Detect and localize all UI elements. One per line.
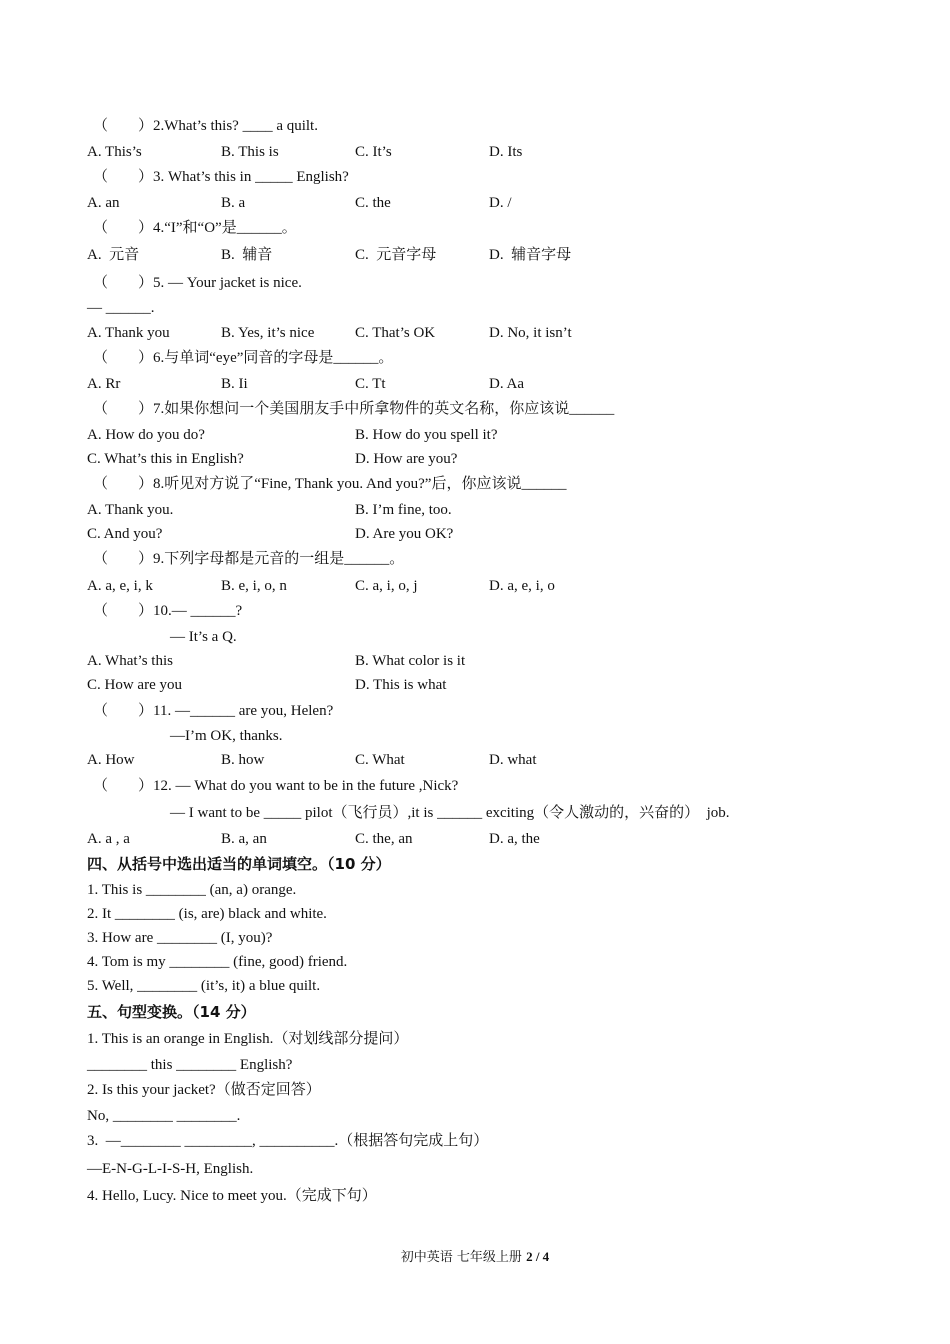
- option-c: C. That’s OK: [355, 325, 436, 341]
- fill-item: 5. Well, ________ (it’s, it) a blue quilt.: [87, 978, 321, 994]
- option-d: D. How are you?: [355, 451, 458, 467]
- option-c: C. 元音字母: [355, 247, 437, 263]
- option-a: A. How: [87, 752, 135, 768]
- question-stem: （ ）3. What’s this in _____ English?: [93, 169, 349, 185]
- option-b: B. a: [221, 195, 246, 211]
- option-d: D. Its: [489, 144, 523, 160]
- option-d: D. a, the: [489, 831, 540, 847]
- transform-item: 3. —________ _________, __________.（根据答句完成上句）: [87, 1133, 489, 1149]
- question-stem: （ ）9.下列字母都是元音的一组是______。: [93, 551, 405, 567]
- transform-item: 1. This is an orange in English.（对划线部分提问）: [87, 1031, 409, 1047]
- page-number: 2 / 4: [526, 1249, 550, 1264]
- option-c: C. How are you: [87, 677, 182, 693]
- transform-answer: —E-N-G-L-I-S-H, English.: [87, 1161, 254, 1177]
- option-d: D. /: [489, 195, 512, 211]
- transform-answer: No, ________ ________.: [87, 1108, 241, 1124]
- option-a: A. This’s: [87, 144, 142, 160]
- option-d: D. what: [489, 752, 537, 768]
- option-a: A. a , a: [87, 831, 130, 847]
- option-a: A. Thank you.: [87, 502, 174, 518]
- transform-item: 4. Hello, Lucy. Nice to meet you.（完成下句）: [87, 1188, 377, 1204]
- option-a: A. a, e, i, k: [87, 578, 153, 594]
- option-a: A. an: [87, 195, 120, 211]
- option-a: A. How do you do?: [87, 427, 205, 443]
- option-d: D. Aa: [489, 376, 524, 392]
- option-c: C. What’s this in English?: [87, 451, 244, 467]
- option-b: B. how: [221, 752, 265, 768]
- option-d: D. 辅音字母: [489, 247, 572, 263]
- option-b: B. a, an: [221, 831, 267, 847]
- fill-item: 2. It ________ (is, are) black and white.: [87, 906, 327, 922]
- option-b: B. How do you spell it?: [355, 427, 498, 443]
- page-footer: [0, 1246, 950, 1265]
- question-stem: （ ）2.What’s this? ____ a quilt.: [93, 118, 318, 134]
- question-stem: （ ）8.听见对方说了“Fine, Thank you. And you?”后，你应该说______: [93, 476, 567, 492]
- question-stem: （ ）5. — Your jacket is nice.: [93, 275, 302, 291]
- option-b: B. What color is it: [355, 653, 466, 669]
- option-c: C. What: [355, 752, 405, 768]
- section-heading: 五、句型变换。（14 分）: [87, 1003, 256, 1021]
- option-a: A. Thank you: [87, 325, 170, 341]
- fill-item: 4. Tom is my ________ (fine, good) friend.: [87, 954, 348, 970]
- option-a: A. Rr: [87, 376, 121, 392]
- transform-answer: ________ this ________ English?: [87, 1057, 293, 1073]
- transform-item: 2. Is this your jacket?（做否定回答）: [87, 1082, 321, 1098]
- option-b: B. This is: [221, 144, 279, 160]
- option-b: B. I’m fine, too.: [355, 502, 452, 518]
- option-d: D. No, it isn’t: [489, 325, 572, 341]
- question-stem: （ ）11. —______ are you, Helen?: [93, 703, 334, 719]
- option-c: C. a, i, o, j: [355, 578, 418, 594]
- question-stem: （ ）7.如果你想问一个美国朋友手中所拿物件的英文名称，你应该说______: [93, 401, 615, 417]
- section-heading: 四、从括号中选出适当的单词填空。（10 分）: [87, 855, 391, 873]
- footer-title: 初中英语 七年级上册: [400, 1250, 527, 1265]
- option-d: D. This is what: [355, 677, 447, 693]
- question-stem: （ ）6.与单词“eye”同音的字母是______。: [93, 350, 394, 366]
- fill-item: 1. This is ________ (an, a) orange.: [87, 882, 297, 898]
- option-b: B. e, i, o, n: [221, 578, 287, 594]
- option-c: C. Tt: [355, 376, 386, 392]
- option-c: C. It’s: [355, 144, 392, 160]
- option-d: D. a, e, i, o: [489, 578, 555, 594]
- option-c: C. the: [355, 195, 391, 211]
- fill-item: 3. How are ________ (I, you)?: [87, 930, 273, 946]
- question-stem: （ ）10.— ______?: [93, 603, 243, 619]
- option-a: A. What’s this: [87, 653, 173, 669]
- question-stem: （ ）12. — What do you want to be in the future ,Nick?: [93, 778, 459, 794]
- option-c: C. the, an: [355, 831, 413, 847]
- question-response: — It’s a Q.: [170, 629, 237, 645]
- option-b: B. Ii: [221, 376, 248, 392]
- question-response: — I want to be _____ pilot（飞行员）,it is ______ exciting（令人激动的，兴奋的） job.: [170, 805, 730, 821]
- question-response: —I’m OK, thanks.: [170, 728, 283, 744]
- option-a: A. 元音: [87, 247, 140, 263]
- option-b: B. Yes, it’s nice: [221, 325, 315, 341]
- option-d: D. Are you OK?: [355, 526, 454, 542]
- option-c: C. And you?: [87, 526, 163, 542]
- question-response: — ______.: [87, 300, 155, 316]
- question-stem: （ ）4.“I”和“O”是______。: [93, 220, 297, 236]
- option-b: B. 辅音: [221, 247, 273, 263]
